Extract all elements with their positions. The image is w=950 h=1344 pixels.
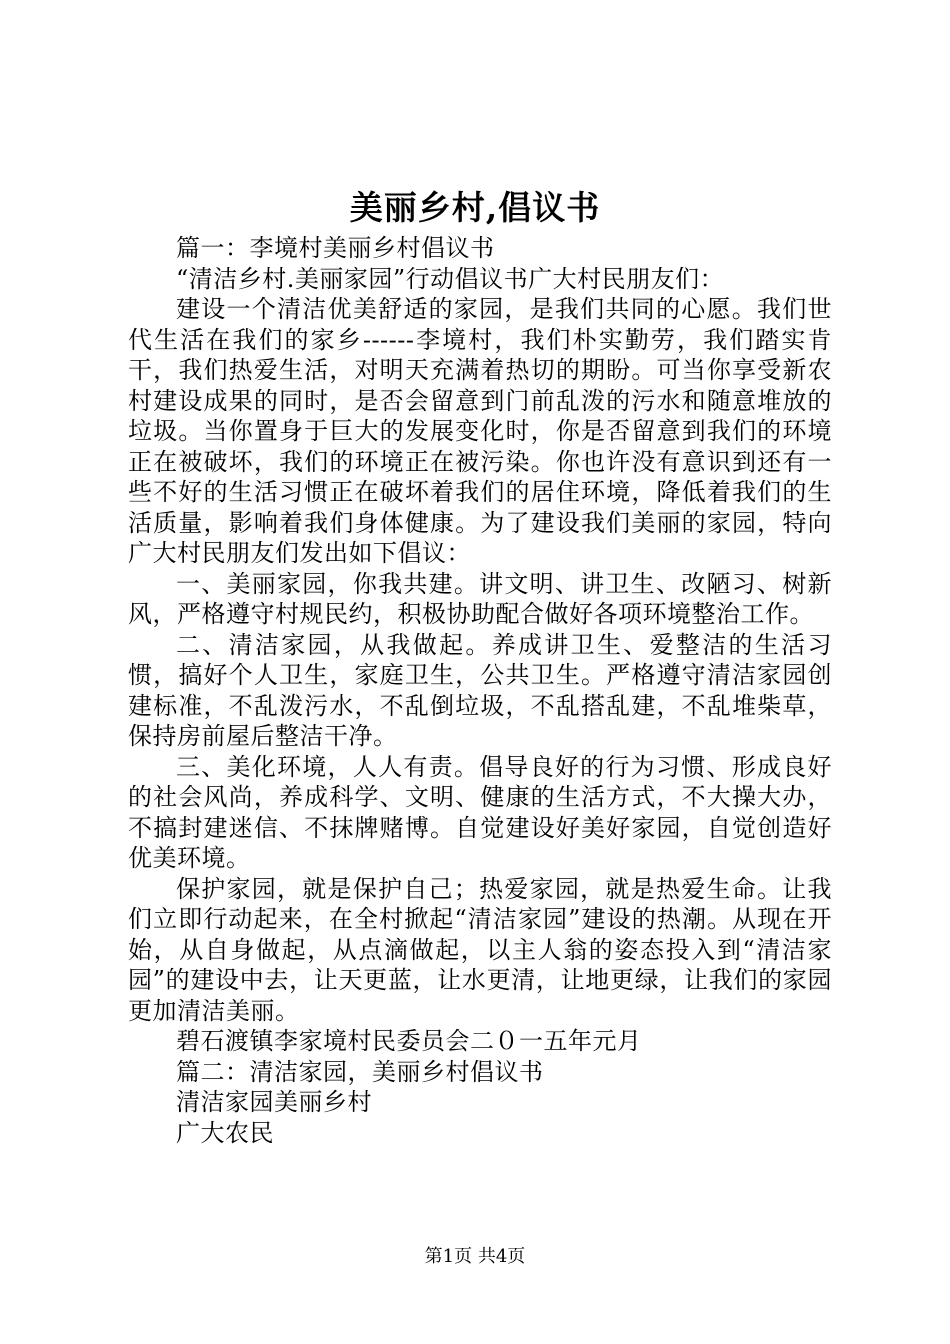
proposal-item-3: 三、美化环境，人人有责。倡导良好的行为习惯、形成良好的社会风尚，养成科学、文明、健康的生活方式，不大操大办，不搞封建迷信、不抹牌赌博。自觉建设好美好家园，自觉创造好优美环境。	[128, 752, 832, 872]
subheading: 清洁家园美丽乡村	[176, 1088, 372, 1116]
document-title: 美丽乡村,倡议书	[349, 188, 601, 227]
closing-paragraph: 保护家园，就是保护自己；热爱家园，就是热爱生命。让我们立即行动起来，在全村掀起“清洁家园”建设的热潮。从现在开始，从自身做起，从点滴做起，以主人翁的姿态投入到“清洁家园”的建设中去，让天更蓝，让水更清，让地更绿，让我们的家园更加清洁美丽。	[128, 874, 832, 1025]
proposal-heading: “清洁乡村.美丽家园”行动倡议书广大村民朋友们：	[176, 264, 725, 293]
intro-paragraph: 建设一个清洁优美舒适的家园，是我们共同的心愿。我们世代生活在我们的家乡------李境村，我们朴实勤劳，我们踏实肯干，我们热爱生活，对明天充满着热切的期盼。可当你享受新农村建设成果的同时，是否会留意到门前乱泼的污水和随意堆放的垃圾。当你置身于巨大的发展变化时，你是否留意到我们的环境正在被破坏，我们的环境正在被污染。你也许没有意识到还有一些不好的生活习惯正在破坏着我们的居住环境，降低着我们的生活质量，影响着我们身体健康。为了建设我们美丽的家园，特向广大村民朋友们发出如下倡议：	[128, 295, 832, 567]
signature-line: 碧石渡镇李家境村民委员会二０一五年元月	[176, 1027, 642, 1055]
salutation: 广大农民	[176, 1118, 274, 1147]
page-number-footer: 第1页 共4页	[424, 1246, 526, 1267]
section-heading-1: 篇一：李境村美丽乡村倡议书	[176, 234, 495, 262]
section-heading-2: 篇二：清洁家园，美丽乡村倡议书	[176, 1057, 544, 1086]
proposal-item-1: 一、美丽家园，你我共建。讲文明、讲卫生、改陋习、树新风，严格遵守村规民约，积极协助配合做好各项环境整治工作。	[128, 569, 832, 628]
proposal-item-2: 二、清洁家园，从我做起。养成讲卫生、爱整洁的生活习惯，搞好个人卫生，家庭卫生，公共卫生。严格遵守清洁家园创建标准，不乱泼污水，不乱倒垃圾，不乱搭乱建，不乱堆柴草，保持房前屋后整洁干净。	[128, 630, 832, 750]
document-body	[128, 233, 832, 1148]
